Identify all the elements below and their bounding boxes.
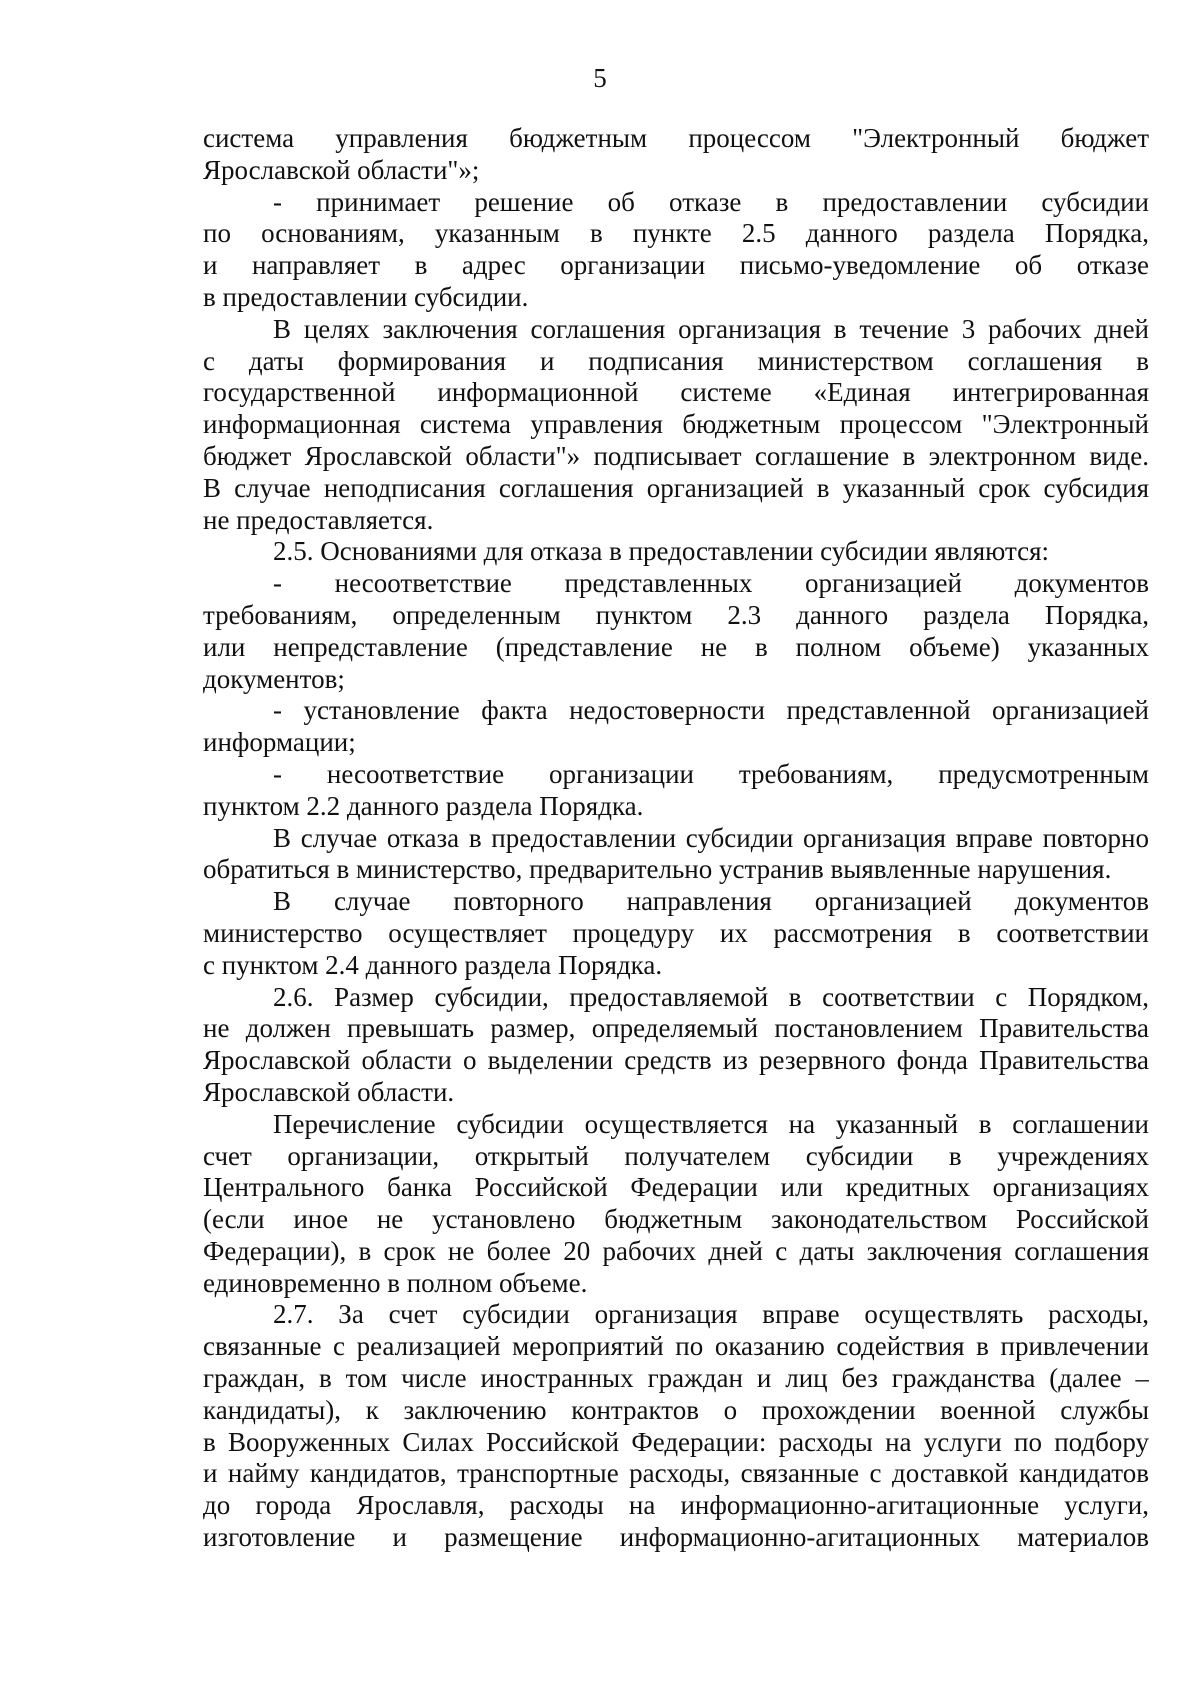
text-line: не должен превышать размер, определяемый постановлением Правительства (203, 1013, 1149, 1044)
text-line: с даты формирования и подписания министерством соглашения в (203, 345, 1149, 376)
text-line: пунктом 2.2 данного раздела Порядка. (203, 790, 644, 821)
text-line: (если иное не установлено бюджетным законодательством Российской (203, 1204, 1149, 1235)
text-line: Ярославской области"»; (203, 154, 480, 185)
text-line: - принимает решение об отказе в предоставлении субсидии (273, 186, 1149, 217)
text-line: требованиям, определенным пунктом 2.3 данного раздела Порядка, (203, 599, 1149, 630)
text-line: или непредставление (представление не в полном объеме) указанных (203, 631, 1149, 662)
text-line: счет организации, открытый получателем субсидии в учреждениях (203, 1140, 1149, 1171)
text-line: кандидаты), к заключению контрактов о прохождении военной службы (203, 1394, 1149, 1425)
text-line: Центрального банка Российской Федерации или кредитных организациях (203, 1172, 1149, 1203)
text-line: Федерации), в срок не более 20 рабочих дней с даты заключения соглашения (203, 1235, 1149, 1266)
text-line: в Вооруженных Силах Российской Федерации: расходы на услуги по подбору (203, 1426, 1149, 1457)
text-line: В целях заключения соглашения организация в течение 3 рабочих дней (273, 313, 1149, 344)
page-number: 5 (593, 63, 607, 93)
text-line: В случае отказа в предоставлении субсидии организация вправе повторно (273, 822, 1149, 853)
text-line: В случае повторного направления организацией документов (273, 886, 1149, 917)
text-line: обратиться в министерство, предварительно устранив выявленные нарушения. (203, 854, 1112, 885)
text-line: 2.6. Размер субсидии, предоставляемой в соответствии с Порядком, (273, 981, 1149, 1012)
text-line: и направляет в адрес организации письмо-уведомление об отказе (203, 250, 1149, 281)
document-body (203, 123, 1149, 1554)
text-line: до города Ярославля, расходы на информационно-агитационные услуги, (203, 1490, 1149, 1521)
text-line: документов; (203, 663, 345, 694)
text-line: не предоставляется. (203, 504, 434, 535)
text-line: с пунктом 2.4 данного раздела Порядка. (203, 949, 663, 980)
text-line: информационная система управления бюджетным процессом "Электронный (203, 409, 1149, 440)
text-line: В случае неподписания соглашения организацией в указанный срок субсидия (203, 472, 1149, 503)
text-line: - несоответствие организации требованиям, предусмотренным (273, 758, 1149, 789)
text-line: министерство осуществляет процедуру их рассмотрения в соответствии (203, 917, 1149, 948)
text-line: бюджет Ярославской области"» подписывает соглашение в электронном виде. (203, 440, 1149, 471)
text-line: государственной информационной системе «Единая интегрированная (203, 377, 1149, 408)
text-line: граждан, в том числе иностранных граждан и лиц без гражданства (далее – (203, 1363, 1149, 1394)
text-line: Ярославской области о выделении средств из резервного фонда Правительства (203, 1045, 1149, 1076)
text-line: - несоответствие представленных организацией документов (273, 568, 1149, 599)
text-line: единовременно в полном объеме. (203, 1267, 588, 1298)
text-line: 2.7. За счет субсидии организация вправе осуществлять расходы, (273, 1299, 1149, 1330)
text-line: в предоставлении субсидии. (203, 281, 529, 312)
text-line: Перечисление субсидии осуществляется на указанный в соглашении (273, 1108, 1149, 1139)
text-line: и найму кандидатов, транспортные расходы, связанные с доставкой кандидатов (203, 1458, 1149, 1489)
text-line: система управления бюджетным процессом "Электронный бюджет (203, 123, 1149, 153)
text-line: информации; (203, 727, 356, 758)
text-line: по основаниям, указанным в пункте 2.5 данного раздела Порядка, (203, 218, 1149, 249)
text-line: связанные с реализацией мероприятий по оказанию содействия в привлечении (203, 1331, 1149, 1362)
text-line: Ярославской области. (203, 1076, 455, 1107)
text-line: - установление факта недостоверности представленной организацией (273, 695, 1149, 726)
text-line: 2.5. Основаниями для отказа в предоставлении субсидии являются: (273, 536, 1049, 567)
text-line: изготовление и размещение информационно-агитационных материалов (203, 1522, 1149, 1553)
